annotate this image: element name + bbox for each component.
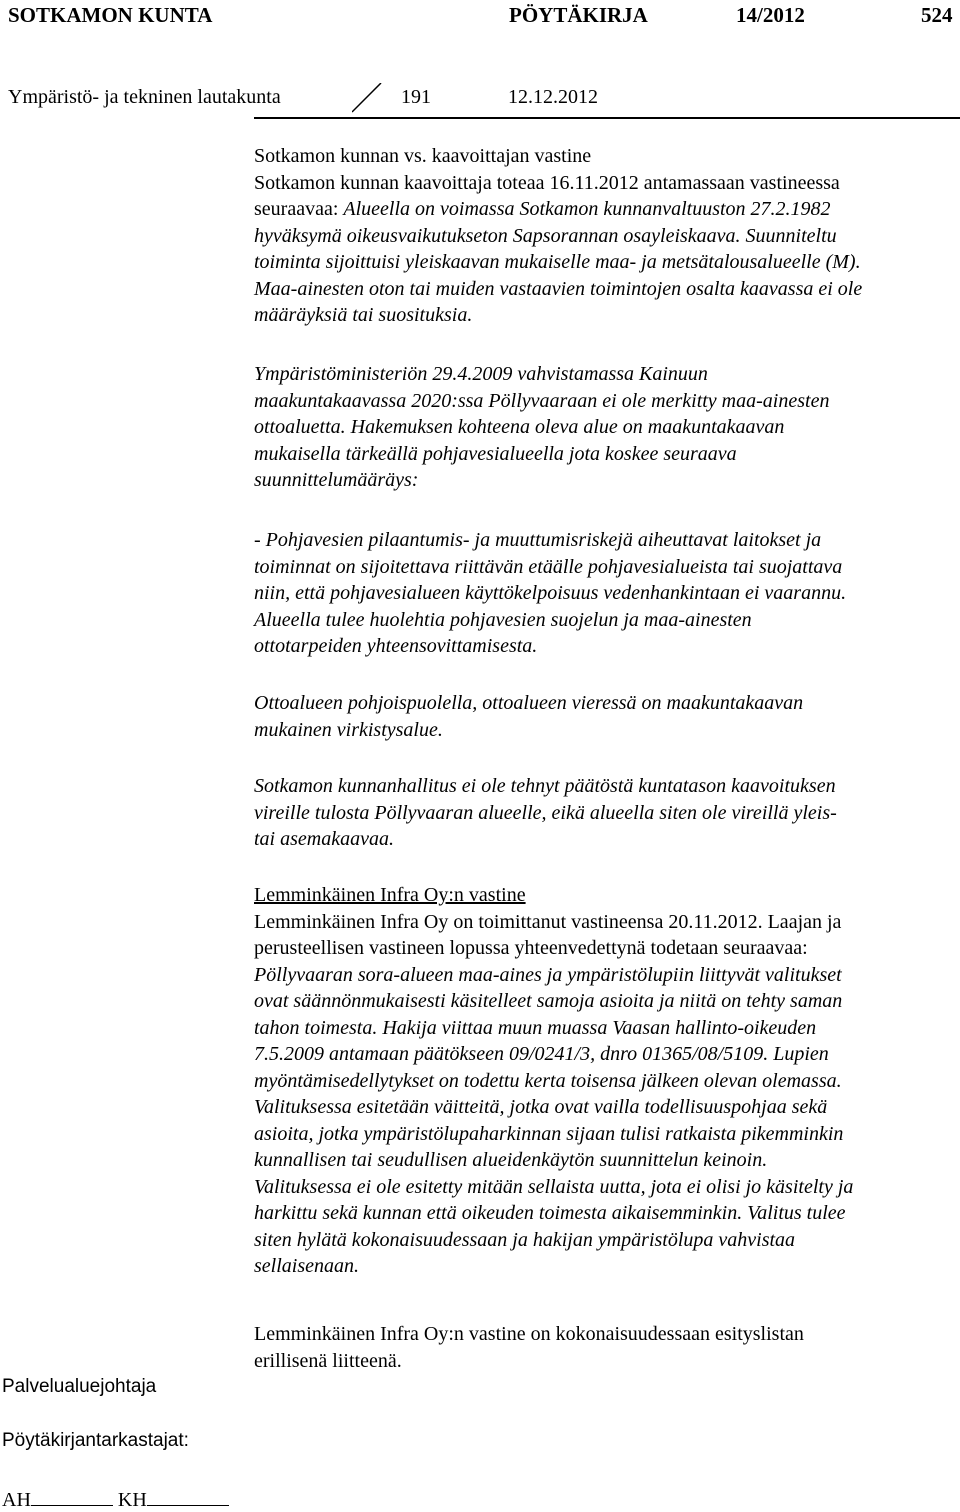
text-line: asioita, jotka ympäristölupaharkinnan sijaan tulisi ratkaista pikemminkin <box>254 1122 844 1145</box>
text-line: määräyksiä tai suosituksia. <box>254 304 473 326</box>
text-line: harkittu sekä kunnan että oikeuden toimesta aikaisemminkin. Valitus tulee <box>254 1202 846 1224</box>
text-line: Sotkamon kunnanhallitus ei ole tehnyt päätöstä kuntatason kaavoituksen <box>254 775 836 797</box>
text-line: maakuntakaavassa 2020:ssa Pöllyvaaraan ei ole merkitty maa-ainesten <box>254 389 830 412</box>
paragraph-virkistysalue <box>254 690 960 743</box>
text-line: toiminnat on sijoitettava riittävän etäälle pohjavesialueista tai suojattava <box>254 555 843 578</box>
signature-line <box>147 1487 229 1506</box>
text-line: Lemminkäinen Infra Oy on toimittanut vastineensa 20.11.2012. Laajan ja <box>254 910 842 933</box>
text-line: Maa-ainesten oton tai muiden vastaavien toimintojen osalta kaavassa ei ole <box>254 277 863 300</box>
doc-type: PÖYTÄKIRJA <box>509 3 648 27</box>
role-label: Palvelualuejohtaja <box>2 1376 157 1397</box>
section-number: 191 <box>401 86 431 108</box>
paragraph-maakuntakaava <box>254 361 960 494</box>
text-line: perusteellisen vastineen lopussa yhteenvedettynä todetaan seuraavaa: <box>254 937 808 959</box>
text-line: Pöllyvaaran sora-alueen maa-aines ja ympäristölupiin liittyvät valitukset <box>254 963 842 986</box>
text-line: 7.5.2009 antamaan päätökseen 09/0241/3, dnro 01365/08/5109. Lupien <box>254 1043 829 1065</box>
text-line: mukaisella tärkeällä pohjavesialueella jota koskee seuraava <box>254 442 737 465</box>
text-line: toiminta sijoittuisi yleiskaavan mukaiselle maa- ja metsätalousalueelle (M). <box>254 251 861 273</box>
text-line: kunnallisen tai seudullisen alueidenkäytön suunnittelun keinoin. <box>254 1149 768 1171</box>
text-line: niin, että pohjavesialueen käyttökelpoisuus vedenhankintaan ei vaarannu. <box>254 582 847 604</box>
text-line: ottoaluetta. Hakemuksen kohteena oleva alue on maakuntakaavan <box>254 416 785 438</box>
paragraph-kaavoittaja <box>254 143 960 329</box>
section-sign-icon <box>352 83 382 113</box>
board-name: Ympäristö- ja tekninen lautakunta <box>8 86 281 108</box>
text-line: myöntämisedellytykset on todettu kerta toisensa jälkeen olevan olemassa. <box>254 1069 842 1092</box>
text-line: sellaisenaan. <box>254 1255 359 1277</box>
paragraph-title: Lemminkäinen Infra Oy:n vastine <box>254 884 526 906</box>
doc-number: 14/2012 <box>736 3 805 27</box>
text-line: seuraavaa: Alueella on voimassa Sotkamon kunnanvaltuuston 27.2.1982 <box>254 198 831 220</box>
paragraph-kunnanhallitus <box>254 773 960 853</box>
text-line: Valituksessa ei ole esitetty mitään sellaista uutta, jota ei olisi jo käsitelty ja <box>254 1175 854 1198</box>
text-line: Sotkamon kunnan kaavoittaja toteaa 16.11.2012 antamassaan vastineessa <box>254 171 840 194</box>
org-name: SOTKAMON KUNTA <box>8 3 213 27</box>
text-line: Valituksessa esitetään väitteitä, jotka ovat vailla todellisuuspohjaa sekä <box>254 1096 828 1118</box>
text-line: Alueella tulee huolehtia pohjavesien suojelun ja maa-ainesten <box>254 608 752 631</box>
paragraph-maarays <box>254 527 960 660</box>
meeting-date: 12.12.2012 <box>508 86 598 108</box>
text-line: - Pohjavesien pilaantumis- ja muuttumisriskejä aiheuttavat laitokset ja <box>254 529 822 551</box>
signature-initials-1: AH <box>2 1489 31 1511</box>
text-line: tahon toimesta. Hakija viittaa muun muassa Vaasan hallinto-oikeuden <box>254 1016 817 1039</box>
paragraph-title: Sotkamon kunnan vs. kaavoittajan vastine <box>254 145 592 167</box>
paragraph-liite <box>254 1321 960 1374</box>
text-line: tai asemakaavaa. <box>254 828 394 850</box>
text-line: Ottoalueen pohjoispuolella, ottoalueen vieressä on maakuntakaavan <box>254 692 804 714</box>
text-line: vireille tulosta Pöllyvaaran alueelle, eikä alueella siten ole vireillä yleis- <box>254 801 837 824</box>
signature-initials-2: KH <box>117 1489 147 1511</box>
signature-row <box>2 1487 229 1512</box>
header-rule <box>254 117 960 119</box>
text-line: suunnittelumääräys: <box>254 469 419 491</box>
text-line: mukainen virkistysalue. <box>254 718 443 741</box>
text-line: hyväksymä oikeusvaikutukseton Sapsorannan osayleiskaava. Suunniteltu <box>254 224 837 247</box>
paragraph-lemminkainen <box>254 882 960 1280</box>
page-number: 524 <box>921 3 953 27</box>
signature-line <box>31 1487 113 1506</box>
checkers-label: Pöytäkirjantarkastajat: <box>2 1430 189 1451</box>
text-line: Ympäristöministeriön 29.4.2009 vahvistamassa Kainuun <box>254 363 708 385</box>
text-line: erillisenä liitteenä. <box>254 1349 402 1372</box>
text-line: ottotarpeiden yhteensovittamisesta. <box>254 635 538 657</box>
text-line: siten hylätä kokonaisuudessaan ja hakijan ympäristölupa vahvistaa <box>254 1228 796 1251</box>
text-line: ovat säännönmukaisesti käsitelleet samoja asioita ja niitä on tehty saman <box>254 990 843 1012</box>
text-line: Lemminkäinen Infra Oy:n vastine on kokonaisuudessaan esityslistan <box>254 1323 804 1345</box>
